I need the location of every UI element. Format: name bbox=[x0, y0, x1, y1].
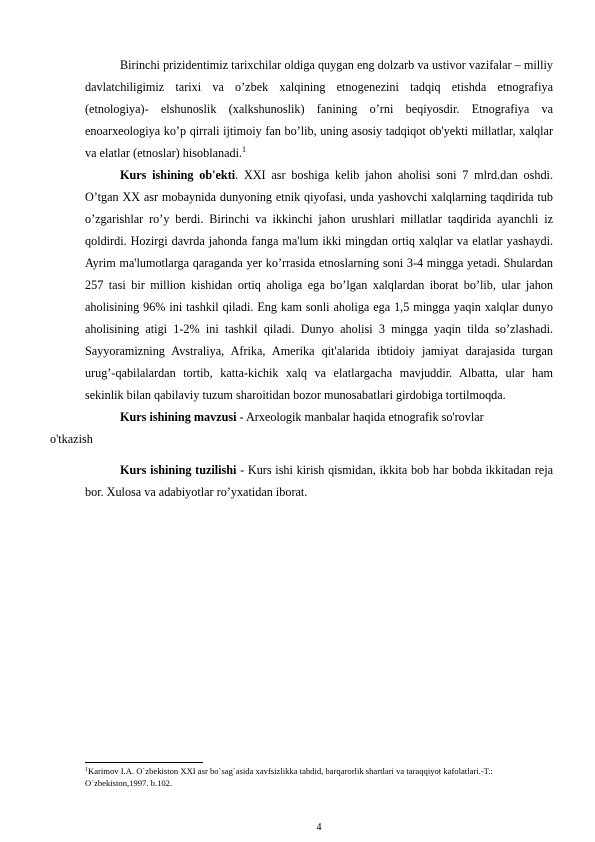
footnote-separator bbox=[85, 762, 203, 763]
footnote bbox=[85, 765, 555, 789]
paragraph-object-text: . XXI asr boshiga kelib jahon aholisi soni 7 mlrd.dan oshdi. O’tgan XX asr mobaynida dunyoning etnik qiyofasi, unda yashovchi xalqlarning taqdirida tub o’zgarishlar ro’y berdi. Birinchi va ikkinchi jahon urushlari millatlar taqdirida ayanchli iz qoldirdi. Hozirgi davrda jahonda fanga ma'lum ikki mingdan ortiq xalqlar va elatlar yashaydi. Ayrim ma'lumotlarga qaraganda yer ko’rrasida etnoslarning soni 3-4 mingga yetadi. Shulardan 257 tasi bir million kishidan ortiq aholiga ega bo’lgan xalqlardan iborat bo’lib, ular jahon aholisining 96% ini tashkil qiladi. Eng kam sonli aholiga ega 1,5 mingga yaqin xalqlar dunyo aholisining atigi 1-2% ini tashkil qiladi. Dunyo aholisi 3 mingga yaqin tilda so’zlashadi. Sayyoramizning Avstraliya, Afrika, Amerika qit'alarida ibtidoiy jamiyat darajasida turgan urug’-qabilalardan tortib, katta-kichik xalq va elatlargacha mavjuddir. Albatta, ular ham sekinlik bilan qabilaviy tuzum sharoitidan bozor munosabatlari girdobiga tortilmoqda. bbox=[85, 168, 553, 402]
paragraph-topic-continuation: o'tkazish bbox=[50, 432, 93, 446]
footnote-reference[interactable]: 1 bbox=[242, 145, 247, 154]
object-label: Kurs ishining ob'ekti bbox=[120, 168, 236, 182]
paragraph-topic bbox=[50, 406, 553, 450]
paragraph-intro-text: Birinchi prizidentimiz tarixchilar oldiga quygan eng dolzarb va ustivor vazifalar – milliy davlatchiligimiz tarixi va o’zbek xalqining etnogenezini tadqiq etishda etnografiya (etnologiya)- elshunoslik (xalkshunoslik) fanining o’rni beqiyosdir. Etnografiya va enoarxeologiya ko’p qirrali ijtimoiy fan bo’lib, uning asosiy tadqiqot ob'yekti millatlar, xalqlar va elatlar (etnoslar) hisoblanadi. bbox=[85, 58, 553, 160]
paragraph-structure-text: - Kurs ishi kirish qismidan, ikkita bob har bobda ikkitadan reja bor. Xulosa va adabiyotlar ro’yxatidan iborat. bbox=[85, 463, 553, 499]
paragraph-intro bbox=[85, 54, 553, 164]
structure-label: Kurs ishining tuzilishi bbox=[120, 463, 237, 477]
paragraph-topic-text: - Arxeologik manbalar haqida etnografik so'rovlar bbox=[236, 410, 484, 424]
paragraph-object bbox=[85, 164, 553, 406]
footnote-marker: 1 bbox=[85, 767, 88, 773]
paragraph-structure bbox=[85, 459, 553, 503]
page-number: 4 bbox=[316, 822, 322, 833]
topic-label: Kurs ishining mavzusi bbox=[120, 410, 237, 424]
footnote-text: Karimov I.A. O`zbekiston XXI asr bo`sag`asida xavfsizlikka tahdid, barqarorlik shartlari va taraqqiyot kafolatlari.-T.: O`zbekiston,1997. b.102. bbox=[85, 766, 493, 788]
body-text bbox=[50, 54, 553, 503]
